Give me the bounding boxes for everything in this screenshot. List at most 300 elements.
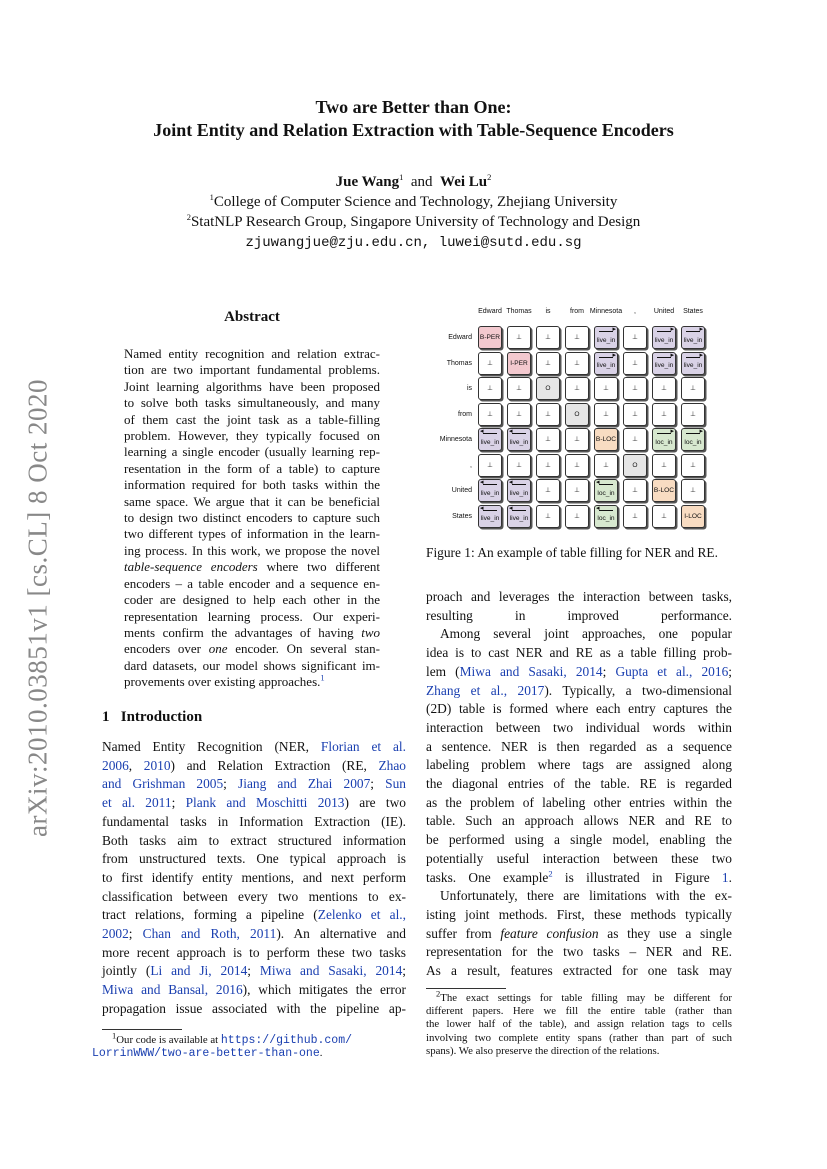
figure-cell-tag [507,479,531,502]
right-column-body [426,588,732,981]
figure-table-filling [420,305,730,530]
citation-link[interactable]: Florian et al. [320,739,406,754]
abstract-line: learning a single encoder (usually learning rep- [124,444,380,460]
figure-caption: Figure 1: An example of table filling for NER and RE. [426,545,718,560]
abstract-body [124,346,380,691]
figure-cell-null [565,326,589,349]
figure-cell-label: live_in [596,362,616,369]
figure-cell-null [623,403,647,426]
figure-cell-label: ⊥ [574,487,580,494]
figure-cell-tag [536,377,560,400]
text-span: labeling problem where tags are assigned along [426,757,732,773]
figure-cell-null [594,403,618,426]
figure-cell-tag [623,454,647,477]
figure-cell-label: ⊥ [661,410,667,418]
text-line [426,943,732,962]
text-line [426,663,732,682]
text-span: Among several joint approaches, one popular [440,626,732,642]
figure-row-header: from [458,410,472,418]
figure-cell-null [478,454,502,477]
footnote-1 [92,1030,406,1061]
abstract-line: same space. We argue that it can be beneficial [124,493,380,509]
footnote-2-line [426,1018,732,1031]
affiliation-2-mark: 2 [186,212,191,222]
citation-link[interactable]: Zelenko et al., [317,907,406,923]
section-heading-introduction [102,709,202,726]
text-span: Both tasks aim to extract structured information [102,832,406,848]
text-span: idea is to cast NER and RE as a table filling prob- [426,645,732,661]
text-line [102,832,406,851]
figure-cell-label: ⊥ [487,410,493,418]
figure-cell-label: O [632,461,638,469]
figure-cell-label: ⊥ [574,385,580,392]
figure-cell-null [507,326,531,349]
text-line [102,738,406,757]
text-span: , [128,757,144,773]
figure-cell-label: live_in [654,362,674,369]
text-span: to first identify entity mentions, and next perform [102,869,406,885]
figure-cell-null [536,352,560,375]
abstract-line: provements over existing approaches.$^1$ [124,672,325,690]
figure-cell-tag [594,505,618,528]
figure-column-header: Edward [478,308,502,315]
figure-column-header: is [545,308,551,315]
figure-cell-null [565,428,589,451]
figure-cell-label: I-PER [510,359,528,367]
figure-cell-null [536,428,560,451]
text-span: fundamental tasks in Information Extraction (IE). [102,813,406,829]
abstract-line: to design two distinct encoders to capture such [124,510,380,526]
abstract-line: ments confirm the advantages of having two [124,624,380,640]
abstract-line: encoders over one encoder. On several stan- [124,641,380,657]
figure-cell-tag [652,352,676,375]
text-span: from unstructured texts. One typical approach is [102,851,406,867]
text-span: ; [247,963,260,979]
figure-cell-label: ⊥ [516,410,522,418]
figure-cell-label: ⊥ [574,461,580,469]
abstract-line: two different types of information in the learn- [124,526,380,542]
figure-cell-null [565,479,589,502]
figure-cell-tag [478,326,502,349]
figure-cell-label: I-LOC [684,512,702,520]
figure-cell-label: live_in [509,515,529,522]
text-line [426,794,732,813]
affiliation-1-text: College of Computer Science and Technology, Zhejiang University [213,194,618,210]
text-line [102,813,406,832]
figure-cell-null [565,352,589,375]
text-span: classification between every two mentions to ex- [102,888,406,904]
figure-cell-label: ⊥ [545,436,551,443]
figure-cell-label: ⊥ [487,359,493,367]
footnote-2-line [426,1005,732,1018]
text-line [426,607,732,626]
text-line [102,757,406,776]
citation-link[interactable]: Miwa and Sasaki, 2014 [459,663,603,679]
figure-cell-tag [507,352,531,375]
figure-cell-null [565,505,589,528]
text-span: is illustrated in Figure [552,869,722,885]
figure-cell-null [623,352,647,375]
figure-cell-label: ⊥ [545,487,551,494]
figure-cell-label: live_in [480,489,500,497]
citation-link[interactable]: Zhao [378,757,406,773]
figure-cell-label: live_in [596,336,616,344]
figure-cell-label: ⊥ [661,385,667,392]
text-line [102,944,406,963]
figure-cell-label: live_in [509,438,529,446]
figure-cell-null [536,326,560,349]
affiliation-2 [0,212,827,233]
footnote-2-text: involving two complete entity spans (rather than part of such [426,1031,732,1044]
text-span: representation for the two tasks – NER and RE. [426,944,732,960]
text-span: ) and Relation Extraction (RE, [170,757,379,773]
footnote-2 [426,988,732,1058]
text-line [102,794,406,813]
figure-cell-label: ⊥ [574,359,580,367]
figure-cell-label: live_in [480,438,500,446]
author-emails: zjuwangjue@zju.edu.cn, luwei@sutd.edu.sg [245,235,582,251]
affiliation-1 [0,192,827,213]
figure-cell-tag [478,505,502,528]
figure-cell-null [507,454,531,477]
text-line [426,644,732,663]
figure-cell-null [623,377,647,400]
abstract-line: table-sequence encoders where two different [124,559,381,575]
figure-cell-tag [507,428,531,451]
figure-cell-null [536,403,560,426]
figure-cell-null [681,403,705,426]
figure-cell-label: ⊥ [603,385,609,392]
citation-link[interactable]: Gupta et al., 2016 [615,663,729,679]
text-line [102,888,406,907]
citation-link[interactable]: 2006 [102,757,129,773]
figure-cell-null [681,479,705,502]
footnote-1-text: Our code is available at [116,1034,221,1046]
text-span: ; [128,926,143,942]
footnote-2-mark: 2 [436,988,441,999]
citation-link[interactable]: Miwa and Bansal, 2016 [102,982,243,998]
citation-link[interactable]: et al. 2011 [102,795,172,811]
figure-cell-tag [681,352,705,375]
figure-cell-label: ⊥ [690,487,696,494]
citation-link[interactable]: 2010 [143,757,171,773]
text-span: the diagonal entries of the table. RE is regarded [426,776,732,792]
figure-cell-label: B-LOC [653,487,675,494]
footnote-2-text: different papers. Here we fill the entire table (rather than [426,1005,732,1018]
citation-link[interactable]: Zhang et al., 2017 [426,682,545,698]
text-line [426,869,732,888]
figure-row-header: States [452,512,472,520]
figure-cell-label: loc_in [597,515,615,522]
footnote-2-text: the lower half of the table), and assign relation tags to cells [426,1018,732,1031]
abstract-line: coder are designed to help each other in the [124,592,380,608]
text-span: propagation issue associated with the pipeline ap- [102,1000,406,1016]
figure-cell-null [652,454,676,477]
figure-cell-null [652,403,676,426]
figure-cell-label: ⊥ [632,487,638,494]
text-span: ; [223,776,239,792]
introduction-body [102,738,406,1019]
abstract-line: representation learning process. Our experi- [124,608,380,624]
figure-cell-tag [652,428,676,451]
figure-cell-label: ⊥ [661,512,667,520]
author-2: Wei Lu [440,174,488,190]
text-line [426,887,732,906]
text-line [102,869,406,888]
figure-row-header: United [451,487,472,494]
abstract-line: of them cast the joint task as a table-filling [124,411,380,427]
code-link[interactable]: https://github.com/ [220,1034,353,1047]
footnote-2-line [426,988,732,1005]
figure-cell-label: live_in [683,336,703,344]
text-line [426,775,732,794]
figure-row-header: Edward [448,334,472,341]
text-span: be performed using a single model, enabling the [426,832,732,848]
figure-cell-null [623,326,647,349]
figure-cell-label: ⊥ [574,512,580,520]
figure-cell-null [594,454,618,477]
abstract-line: encoders – a table encoder and a sequence en- [124,575,380,591]
code-link-cont[interactable]: LorrinWWW/two-are-better-than-one [92,1047,320,1061]
section-number: 1 [102,709,110,725]
text-span: isting joint methods. First, these methods typically [426,906,732,922]
abstract-heading: Abstract [224,309,280,325]
figure-cell-label: ⊥ [690,410,696,418]
figure-cell-label: ⊥ [661,461,667,469]
affiliation-2-text: StatNLP Research Group, Singapore University of Technology and Design [190,214,641,230]
figure-cell-tag [478,479,502,502]
text-line [426,625,732,644]
citation-link[interactable]: Chan and Roth, 2011 [142,926,277,942]
emphasis: feature confusion [500,925,599,941]
figure-cell-label: ⊥ [574,334,580,341]
text-line [426,738,732,757]
figure-cell-label: ⊥ [545,410,551,418]
text-span: . [728,869,732,885]
figure-cell-label: ⊥ [632,334,638,341]
figure-cell-tag [681,326,705,349]
figure-cell-label: loc_in [684,438,702,446]
citation-link[interactable]: Plank and Moschitti 2013 [185,795,345,811]
text-span: ; [728,663,732,679]
text-line [426,962,732,981]
figure-cell-label: ⊥ [487,385,493,392]
text-span: ). Typically, a two-dimensional [544,682,732,698]
figure-cell-tag [652,326,676,349]
abstract-line: ing process. In this work, we propose the novel [124,542,380,558]
text-span: ; [171,795,186,811]
text-span: as they use a single [598,925,732,941]
text-span: ) are two [344,795,406,811]
text-line [426,682,732,701]
figure-cell-null [565,454,589,477]
figure-cell-label: ⊥ [603,410,609,418]
figure-cell-label: ⊥ [603,461,609,469]
figure-cell-null [478,352,502,375]
text-span: As a result, features extracted for one task may [426,963,732,979]
footnote-2-text: spans). We also preserve the direction of the relations. [426,1044,660,1057]
figure-column-header: States [683,308,703,315]
abstract-line: problem. However, they typically focused on [124,428,380,444]
text-line [102,850,406,869]
footnote-ref[interactable]: 2 [548,868,553,879]
text-span: suffer from [426,925,501,941]
footnote-2-line [426,1045,732,1058]
abstract-line: Joint learning algorithms have been proposed [124,378,380,394]
figure-cell-label: ⊥ [690,385,696,392]
citation-link[interactable]: and Grishman 2005 [102,776,224,792]
text-line [426,700,732,719]
footnote-1-end: . [319,1047,323,1060]
text-span: ). An alternative and [276,926,406,942]
figure-cell-label: B-PER [479,334,501,341]
affiliation-1-mark: 1 [209,192,214,202]
footnote-ref[interactable]: 1 [320,672,325,683]
figure-column-header: from [570,308,584,315]
figure-cell-label: live_in [509,489,529,497]
figure-cell-tag [652,479,676,502]
figure-cell-null [623,505,647,528]
figure-cell-null [507,403,531,426]
footnote-2-line [426,1032,732,1045]
text-span: resulting in improved performance. [426,607,732,623]
figure-cell-null [681,454,705,477]
figure-cell-label: live_in [683,362,703,369]
figure-cell-null [594,377,618,400]
text-span: ), which mitigates the error [242,982,406,998]
text-line [102,925,406,944]
figure-row-header: Minnesota [439,436,472,443]
citation-link[interactable]: Li and Ji, 2014 [150,963,248,979]
figure-cell-null [536,454,560,477]
figure-cell-tag [681,505,705,528]
figure-cell-label: O [574,410,580,418]
figure-cell-label: loc_in [655,438,673,446]
author-2-affil: 2 [487,172,492,182]
arxiv-identifier: arXiv:2010.03851v1 [cs.CL] 8 Oct 2020 [22,379,53,837]
figure-cell-label: ⊥ [487,461,493,469]
figure-row-header: , [470,461,472,469]
figure-cell-null [623,479,647,502]
figure-cell-label: B-LOC [595,436,617,443]
text-line [102,981,406,1000]
text-span: lem ( [426,663,460,679]
author-and: and [410,174,433,190]
figure-cell-null [536,479,560,502]
figure-cell-label: ⊥ [632,512,638,520]
citation-link[interactable]: 1 [721,869,729,885]
figure-cell-tag [594,326,618,349]
figure-cell-label: ⊥ [545,512,551,520]
figure-cell-tag [507,505,531,528]
section-title: Introduction [120,709,203,725]
abstract-line: dard datasets, our model shows significant im- [124,657,380,673]
text-line [426,831,732,850]
text-line [426,925,732,944]
footnote-2-text: The exact settings for table filling may be different for [440,992,732,1004]
figure-cell-label: ⊥ [545,359,551,367]
figure-column-header: United [653,308,675,315]
figure-column-header: Minnesota [589,308,623,315]
figure-cell-null [478,403,502,426]
text-span: as the problem of labeling other entries within the [426,794,732,810]
text-span: ; [370,776,386,792]
citation-link[interactable]: Jiang and Zhai 2007 [238,776,371,792]
text-line [102,1000,406,1019]
text-line [102,906,406,925]
text-span: Named Entity Recognition (NER, [102,739,321,754]
text-span: Unfortunately, there are limitations with the ex- [440,888,732,904]
figure-cell-null [536,505,560,528]
footnote-1-mark: 1 [112,1030,117,1041]
text-span: more recent approach is to perform these two tasks [102,944,406,960]
figure-row-header: Thomas [446,359,472,367]
text-span: proach and leverages the interaction between tasks, [426,589,732,604]
text-span: jointly ( [102,963,151,979]
paper-title-line1: Two are Better than One: [315,97,512,117]
figure-cell-label: ⊥ [545,461,551,469]
text-span: ; [402,963,406,979]
figure-cell-label: loc_in [597,489,615,497]
figure-cell-null [652,505,676,528]
citation-link[interactable]: Miwa and Sasaki, 2014 [259,963,403,979]
citation-link[interactable]: 2002 [102,926,129,942]
figure-cell-label: ⊥ [632,410,638,418]
abstract-line: resentation in the form of a table) to capture [124,460,380,476]
figure-cell-tag [594,428,618,451]
abstract-line: Named entity recognition and relation extrac- [124,346,380,361]
text-span: interaction between two individual words within [426,719,732,735]
figure-cell-tag [681,428,705,451]
figure-cell-null [565,377,589,400]
figure-cell-null [681,377,705,400]
figure-column-header: , [634,308,636,315]
author-1: Jue Wang [335,174,400,190]
figure-cell-label: ⊥ [516,334,522,341]
author-line [0,172,827,193]
abstract-line: to solve both tasks simultaneously, and many [124,395,380,411]
text-line [426,812,732,831]
figure-cell-null [623,428,647,451]
text-line [426,756,732,775]
citation-link[interactable]: Sun [385,776,406,792]
figure-cell-label: ⊥ [632,359,638,367]
text-line [426,906,732,925]
text-span: tract relations, forming a pipeline ( [102,907,318,923]
figure-cell-tag [594,352,618,375]
text-line [426,719,732,738]
figure-cell-label: live_in [654,336,674,344]
figure-cell-label: O [545,385,551,392]
author-1-affil: 1 [399,172,404,182]
abstract-line: information required for both tasks within the [124,477,380,493]
text-span: tasks. One example [426,869,549,885]
figure-row-header: is [466,385,472,392]
text-line [426,850,732,869]
figure-cell-tag [594,479,618,502]
figure-column-header: Thomas [506,308,532,315]
text-span: (2D) table is formed where each entry captures the [426,701,732,717]
figure-cell-tag [478,428,502,451]
figure-cell-label: ⊥ [516,385,522,392]
figure-cell-label: ⊥ [632,385,638,392]
paper-title-line2: Joint Entity and Relation Extraction with Table-Sequence Encoders [153,120,674,140]
figure-cell-label: ⊥ [545,334,551,341]
abstract-line: tion are two important fundamental problems. [124,362,380,378]
figure-cell-label: ⊥ [632,436,638,443]
text-span: a sentence. NER is then regarded as a sequence [426,738,732,754]
figure-cell-null [507,377,531,400]
